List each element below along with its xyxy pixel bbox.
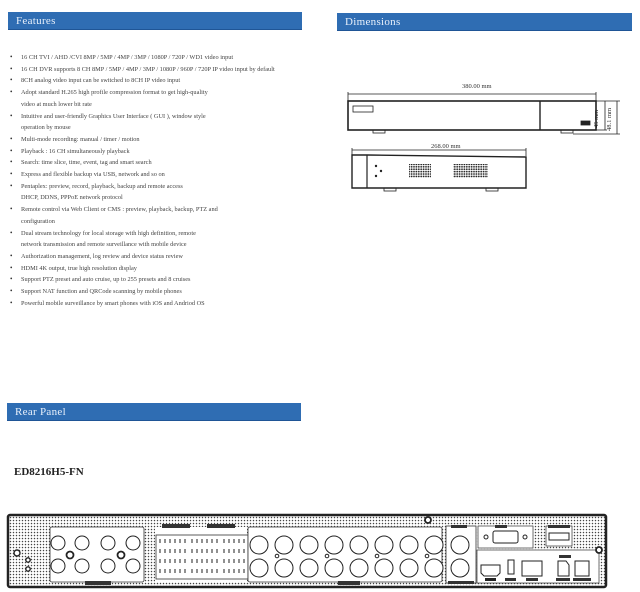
feature-text: network transmission and remote surveillance with mobile device: [21, 241, 187, 249]
feature-text: Support PTZ preset and auto cruise, up to 255 presets and 8 cruises: [21, 276, 191, 284]
feature-text: 16 CH DVR supports 8 CH 8MP / 5MP / 4MP / 3MP / 1080P / 960P / 720P IP video input by default: [21, 65, 275, 73]
bullet-icon: •: [10, 275, 13, 284]
feature-item: [8, 87, 338, 110]
bullet-icon: •: [10, 146, 13, 155]
feature-item: [8, 64, 338, 76]
feature-item: [8, 263, 338, 275]
feature-item: [8, 286, 338, 298]
feature-item: [8, 157, 338, 169]
dimensions-header: Dimensions: [337, 13, 632, 31]
feature-item: [8, 204, 338, 227]
feature-text-continuation: video at much lower bit rate: [21, 100, 92, 108]
depth-dimension-label: 268.00 mm: [431, 143, 461, 150]
feature-item: [8, 111, 338, 134]
feature-text: HDMI 4K output, true high resolution display: [21, 264, 137, 272]
bullet-icon: •: [10, 298, 13, 307]
height-feet-dimension-label: 48.1 mm: [606, 107, 613, 131]
bullet-icon: •: [10, 205, 13, 214]
bullet-icon: •: [10, 251, 13, 260]
feature-text: Multi-mode recording: manual / timer / motion: [21, 135, 140, 143]
feature-text: 16 CH TVI / AHD /CVI 8MP / 5MP / 4MP / 3MP / 1080P / 720P / WD1 video input: [21, 54, 234, 61]
bullet-icon: •: [10, 228, 13, 237]
bullet-icon: •: [10, 76, 13, 85]
feature-item: [8, 239, 338, 251]
feature-text: Pentaplex: preview, record, playback, backup and remote access: [21, 182, 183, 190]
bullet-icon: •: [10, 64, 13, 73]
feature-text: Intuitive and user-friendly Graphics User Interface ( GUI ), window style: [21, 112, 206, 120]
feature-text: Adopt standard H.265 high profile compression format to get high-quality: [21, 89, 208, 97]
bullet-icon: •: [10, 263, 13, 272]
feature-text: Dual stream technology for local storage with high definition, remote: [21, 229, 196, 237]
feature-text: Express and flexible backup via USB, network and so on: [21, 171, 165, 179]
features-list: [8, 52, 338, 309]
rear-panel-header: Rear Panel: [7, 403, 301, 421]
feature-item: [8, 52, 338, 64]
feature-text: Remote control via Web Client or CMS : preview, playback, backup, PTZ and: [21, 206, 218, 214]
feature-item: [8, 75, 338, 87]
feature-text: Playback : 16 CH simultaneously playback: [21, 147, 130, 155]
front-view-drawing: [340, 88, 630, 198]
features-header: Features: [8, 12, 302, 30]
feature-text-continuation: configuration: [21, 217, 55, 225]
feature-text: Search: time slice, time, event, tag and smart search: [21, 159, 152, 167]
height-dimension-label: 45 mm: [593, 109, 600, 128]
width-dimension-label: 380.00 mm: [462, 83, 492, 90]
bullet-icon: •: [10, 287, 13, 296]
feature-item: [8, 298, 338, 310]
bullet-icon: •: [10, 134, 13, 143]
bullet-icon: •: [10, 53, 13, 61]
feature-item: [8, 169, 338, 181]
bullet-icon: •: [10, 158, 13, 167]
bullet-icon: •: [10, 181, 13, 190]
feature-item: [8, 274, 338, 286]
bullet-icon: •: [10, 170, 13, 179]
bullet-icon: •: [10, 88, 13, 97]
feature-item: [8, 181, 338, 204]
model-name: ED8216H5-FN: [14, 466, 84, 478]
feature-item: [8, 146, 338, 158]
feature-item: [8, 228, 338, 240]
feature-text-continuation: DHCP, DDNS, PPPoE network protocol: [21, 194, 123, 202]
feature-text: 8CH analog video input can be switched to 8CH IP video input: [21, 77, 181, 85]
feature-item: [8, 251, 338, 263]
feature-text: Authorization management, log review and device status review: [21, 252, 183, 260]
feature-text-continuation: operation by mouse: [21, 124, 71, 132]
feature-text: Support NAT function and QRCode scanning by mobile phones: [21, 288, 182, 296]
rear-panel-drawing: [0, 510, 640, 592]
feature-item: [8, 134, 338, 146]
feature-text: Powerful mobile surveillance by smart phones with iOS and Andriod OS: [21, 299, 205, 307]
bullet-icon: •: [10, 111, 13, 120]
